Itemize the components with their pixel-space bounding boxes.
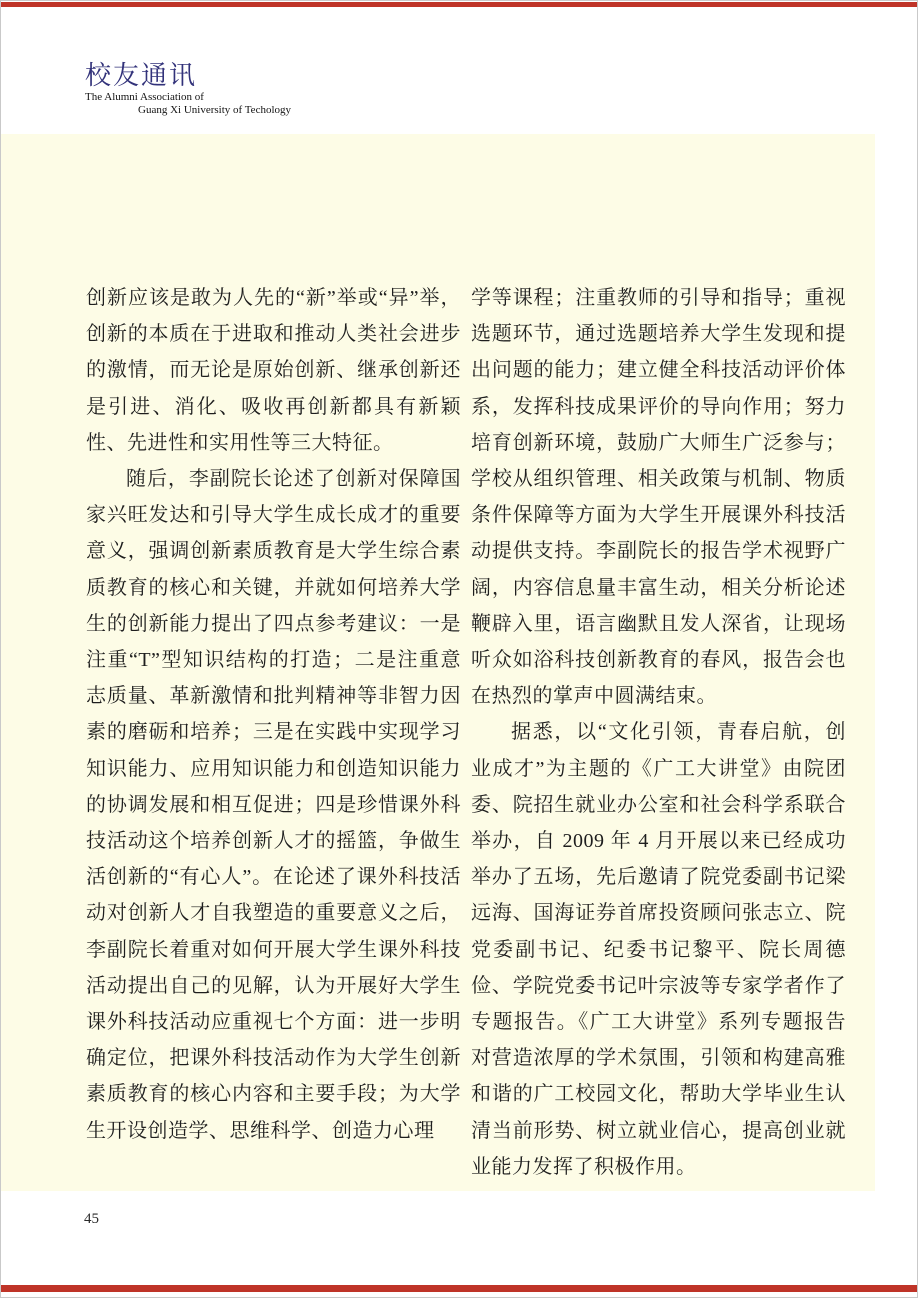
masthead [85, 61, 291, 117]
paragraph: 学等课程；注重教师的引导和指导；重视选题环节，通过选题培养大学生发现和提出问题的能力；建立健全科技活动评价体系，发挥科技成果评价的导向作用；努力培育创新环境，鼓励广大师生广泛参与；学校从组织管理、相关政策与机制、物质条件保障等方面为大学生开展课外科技活动提供支持。李副院长的报告学术视野广阔，内容信息量丰富生动，相关分析论述鞭辟入里，语言幽默且发人深省，让现场听众如浴科技创新教育的春风，报告会也在热烈的掌声中圆满结束。 [471, 287, 846, 708]
masthead-subtitle-line2: Guang Xi University of Techology [138, 104, 292, 116]
article-left-column [86, 280, 461, 1185]
article-right-column [471, 280, 846, 1185]
masthead-subtitle-line1: The Alumni Association of [85, 91, 204, 103]
top-accent-bar [1, 2, 917, 7]
paragraph: 据悉，以“文化引领，青春启航，创业成才”为主题的《广工大讲堂》由院团委、院招生就业办公室和社会科学系联合举办，自 2009 年 4 月开展以来已经成功举办了五场，先后邀请了院党委副书记梁远海、国海证券首席投资顾问张志立、院党委副书记、纪委书记黎平、院长周德俭、学院党委书记叶宗波等专家学者作了专题报告。《广工大讲堂》系列专题报告对营造浓厚的学术氛围，引领和构建高雅和谐的广工校园文化，帮助大学毕业生认清当前形势、树立就业信心，提高创业就业能力发挥了积极作用。 [471, 721, 846, 1178]
article-body [86, 280, 846, 1185]
masthead-title: 校友通讯 [85, 61, 198, 90]
paragraph: 随后，李副院长论述了创新对保障国家兴旺发达和引导大学生成长成才的重要意义，强调创新素质教育是大学生综合素质教育的核心和关键，并就如何培养大学生的创新能力提出了四点参考建议：一是注重“T”型知识结构的打造；二是注重意志质量、革新激情和批判精神等非智力因素的磨砺和培养；三是在实践中实现学习知识能力、应用知识能力和创造知识能力的协调发展和相互促进；四是珍惜课外科技活动这个培养创新人才的摇篮，争做生活创新的“有心人”。在论述了课外科技活动对创新人才自我塑造的重要意义之后，李副院长着重对如何开展大学生课外科技活动提出自己的见解，认为开展好大学生课外科技活动应重视七个方面：进一步明确定位，把课外科技活动作为大学生创新素质教育的核心内容和主要手段；为大学生开设创造学、思维科学、创造力心理 [86, 468, 461, 1142]
paragraph: 创新应该是敢为人先的“新”举或“异”举，创新的本质在于进取和推动人类社会进步的激情，而无论是原始创新、继承创新还是引进、消化、吸收再创新都具有新颖性、先进性和实用性等三大特征。 [86, 287, 461, 454]
page-number: 45 [84, 1211, 99, 1227]
bottom-accent-bar [1, 1285, 917, 1292]
